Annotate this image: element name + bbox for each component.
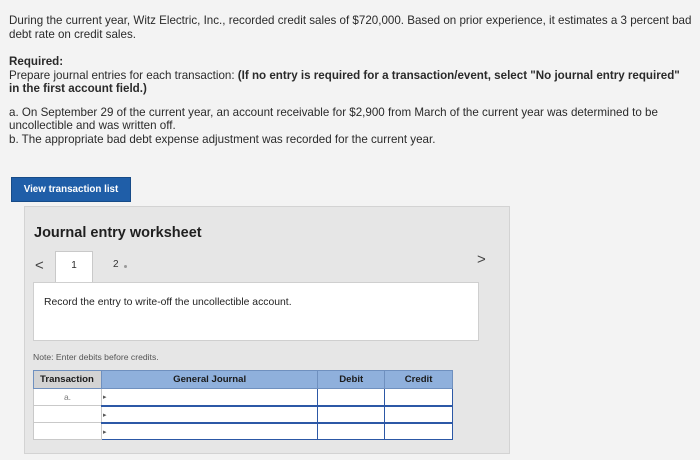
entry-instruction: Record the entry to write-off the uncollectible account. (44, 297, 292, 308)
journal-table (33, 370, 453, 440)
table-row (34, 406, 453, 423)
tab-1-label: 1 (71, 260, 77, 271)
transaction-cell: a. (34, 389, 102, 406)
column-header-transaction: Transaction (34, 371, 102, 389)
dropdown-caret-icon: ▸ (102, 394, 107, 402)
column-header-debit: Debit (318, 371, 385, 389)
next-arrow-icon[interactable]: > (477, 251, 486, 268)
entry-instruction-box (33, 282, 479, 341)
item-b: b. The appropriate bad debt expense adjustment was recorded for the current year. (9, 132, 436, 146)
required-text: Prepare journal entries for each transaction: (9, 68, 238, 82)
journal-entry-worksheet (24, 206, 510, 454)
transaction-items (9, 106, 693, 147)
required-heading: Required: (9, 55, 64, 68)
credit-input[interactable] (385, 423, 453, 440)
tab-2-indicator-icon (124, 265, 127, 268)
tab-2-label: 2 (113, 259, 119, 270)
column-header-general-journal: General Journal (101, 371, 317, 389)
debit-input[interactable] (318, 423, 385, 440)
transaction-cell (34, 406, 102, 423)
tab-1[interactable] (55, 251, 93, 283)
required-bold-note: (If no entry is required for a transaction/event, select "No journal entry required" in the first account field.) (9, 68, 680, 95)
dropdown-caret-icon: ▸ (102, 411, 107, 419)
account-select[interactable] (101, 423, 317, 440)
credit-input[interactable] (385, 389, 453, 406)
worksheet-title: Journal entry worksheet (34, 225, 202, 241)
table-row (34, 389, 453, 406)
note-text: Note: Enter debits before credits. (33, 352, 159, 362)
problem-statement (9, 14, 693, 146)
prev-arrow-icon[interactable]: < (35, 257, 44, 274)
problem-intro: During the current year, Witz Electric, Inc., recorded credit sales of $720,000. Based on prior experience, it estimates a 3 percent bad debt rate on credit sales. (9, 14, 692, 41)
transaction-cell (34, 423, 102, 440)
tab-2[interactable] (113, 259, 119, 270)
debit-input[interactable] (318, 406, 385, 423)
required-instructions (9, 69, 693, 96)
dropdown-caret-icon: ▸ (102, 428, 107, 436)
account-select[interactable] (101, 406, 317, 423)
account-select[interactable] (101, 389, 317, 406)
debit-input[interactable] (318, 389, 385, 406)
view-transaction-list-button[interactable]: View transaction list (11, 177, 131, 202)
item-a: a. On September 29 of the current year, an account receivable for $2,900 from March of the current year was determined to be uncollectible and was written off. (9, 105, 658, 132)
credit-input[interactable] (385, 406, 453, 423)
table-row (34, 423, 453, 440)
column-header-credit: Credit (385, 371, 453, 389)
